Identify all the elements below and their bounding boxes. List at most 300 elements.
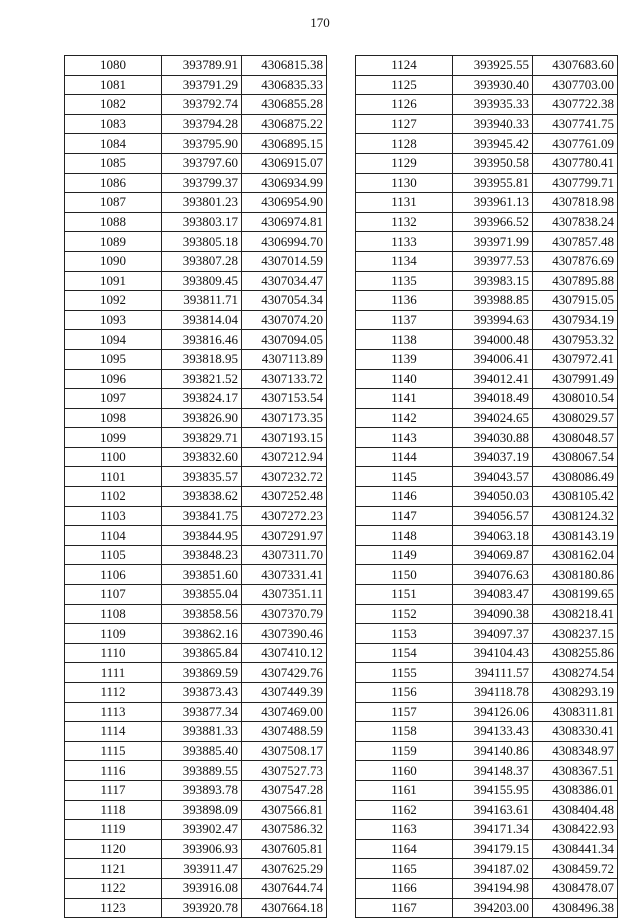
table-row xyxy=(356,95,618,115)
y-coordinate-cell: 4307252.48 xyxy=(242,487,327,507)
point-number-cell: 1167 xyxy=(356,898,453,918)
table-row xyxy=(356,349,618,369)
point-number-cell: 1161 xyxy=(356,780,453,800)
point-number-cell: 1132 xyxy=(356,212,453,232)
y-coordinate-cell: 4307212.94 xyxy=(242,447,327,467)
y-coordinate-cell: 4307934.19 xyxy=(533,310,618,330)
x-coordinate-cell: 394069.87 xyxy=(453,545,533,565)
table-row xyxy=(65,173,327,193)
y-coordinate-cell: 4307113.89 xyxy=(242,349,327,369)
table-row xyxy=(65,153,327,173)
y-coordinate-cell: 4307605.81 xyxy=(242,839,327,859)
table-row xyxy=(356,232,618,252)
x-coordinate-cell: 394097.37 xyxy=(453,624,533,644)
point-number-cell: 1117 xyxy=(65,780,162,800)
x-coordinate-cell: 394163.61 xyxy=(453,800,533,820)
table-row xyxy=(65,702,327,722)
table-row xyxy=(356,251,618,271)
x-coordinate-cell: 393826.90 xyxy=(162,408,242,428)
table-row xyxy=(65,585,327,605)
point-number-cell: 1147 xyxy=(356,506,453,526)
x-coordinate-cell: 393889.55 xyxy=(162,761,242,781)
y-coordinate-cell: 4307915.05 xyxy=(533,291,618,311)
x-coordinate-cell: 394090.38 xyxy=(453,604,533,624)
table-row xyxy=(65,232,327,252)
y-coordinate-cell: 4308386.01 xyxy=(533,780,618,800)
point-number-cell: 1143 xyxy=(356,428,453,448)
y-coordinate-cell: 4308143.19 xyxy=(533,526,618,546)
y-coordinate-cell: 4307351.11 xyxy=(242,585,327,605)
x-coordinate-cell: 393977.53 xyxy=(453,251,533,271)
table-row xyxy=(65,722,327,742)
point-number-cell: 1149 xyxy=(356,545,453,565)
table-row xyxy=(65,251,327,271)
point-number-cell: 1108 xyxy=(65,604,162,624)
x-coordinate-cell: 393961.13 xyxy=(453,193,533,213)
y-coordinate-cell: 4308048.57 xyxy=(533,428,618,448)
point-number-cell: 1152 xyxy=(356,604,453,624)
point-number-cell: 1105 xyxy=(65,545,162,565)
table-row xyxy=(65,506,327,526)
point-number-cell: 1136 xyxy=(356,291,453,311)
table-row xyxy=(65,780,327,800)
point-number-cell: 1125 xyxy=(356,75,453,95)
y-coordinate-cell: 4307232.72 xyxy=(242,467,327,487)
point-number-cell: 1110 xyxy=(65,643,162,663)
point-number-cell: 1166 xyxy=(356,878,453,898)
table-row xyxy=(356,878,618,898)
x-coordinate-cell: 393920.78 xyxy=(162,898,242,918)
x-coordinate-cell: 394133.43 xyxy=(453,722,533,742)
y-coordinate-cell: 4307547.28 xyxy=(242,780,327,800)
point-number-cell: 1135 xyxy=(356,271,453,291)
y-coordinate-cell: 4307857.48 xyxy=(533,232,618,252)
x-coordinate-cell: 394203.00 xyxy=(453,898,533,918)
table-row xyxy=(65,389,327,409)
table-row xyxy=(65,330,327,350)
y-coordinate-cell: 4307972.41 xyxy=(533,349,618,369)
point-number-cell: 1126 xyxy=(356,95,453,115)
table-row xyxy=(65,291,327,311)
table-row xyxy=(356,820,618,840)
y-coordinate-cell: 4307153.54 xyxy=(242,389,327,409)
table-row xyxy=(356,506,618,526)
y-coordinate-cell: 4306835.33 xyxy=(242,75,327,95)
x-coordinate-cell: 394043.57 xyxy=(453,467,533,487)
point-number-cell: 1104 xyxy=(65,526,162,546)
table-row xyxy=(356,683,618,703)
x-coordinate-cell: 394018.49 xyxy=(453,389,533,409)
y-coordinate-cell: 4307054.34 xyxy=(242,291,327,311)
y-coordinate-cell: 4307488.59 xyxy=(242,722,327,742)
table-row xyxy=(356,193,618,213)
table-row xyxy=(65,193,327,213)
point-number-cell: 1155 xyxy=(356,663,453,683)
point-number-cell: 1098 xyxy=(65,408,162,428)
y-coordinate-cell: 4306815.38 xyxy=(242,56,327,76)
point-number-cell: 1084 xyxy=(65,134,162,154)
point-number-cell: 1123 xyxy=(65,898,162,918)
point-number-cell: 1094 xyxy=(65,330,162,350)
y-coordinate-cell: 4308293.19 xyxy=(533,683,618,703)
x-coordinate-cell: 394056.57 xyxy=(453,506,533,526)
y-coordinate-cell: 4308237.15 xyxy=(533,624,618,644)
x-coordinate-cell: 393983.15 xyxy=(453,271,533,291)
y-coordinate-cell: 4307034.47 xyxy=(242,271,327,291)
point-number-cell: 1107 xyxy=(65,585,162,605)
x-coordinate-cell: 393881.33 xyxy=(162,722,242,742)
x-coordinate-cell: 393824.17 xyxy=(162,389,242,409)
x-coordinate-cell: 393835.57 xyxy=(162,467,242,487)
x-coordinate-cell: 394194.98 xyxy=(453,878,533,898)
x-coordinate-cell: 393873.43 xyxy=(162,683,242,703)
x-coordinate-cell: 394118.78 xyxy=(453,683,533,703)
y-coordinate-cell: 4307370.79 xyxy=(242,604,327,624)
x-coordinate-cell: 393789.91 xyxy=(162,56,242,76)
table-row xyxy=(356,114,618,134)
table-row xyxy=(356,408,618,428)
point-number-cell: 1093 xyxy=(65,310,162,330)
table-row xyxy=(356,585,618,605)
y-coordinate-cell: 4306994.70 xyxy=(242,232,327,252)
x-coordinate-cell: 394012.41 xyxy=(453,369,533,389)
x-coordinate-cell: 394179.15 xyxy=(453,839,533,859)
y-coordinate-cell: 4307953.32 xyxy=(533,330,618,350)
x-coordinate-cell: 394030.88 xyxy=(453,428,533,448)
y-coordinate-cell: 4307094.05 xyxy=(242,330,327,350)
y-coordinate-cell: 4307390.46 xyxy=(242,624,327,644)
y-coordinate-cell: 4307449.39 xyxy=(242,683,327,703)
y-coordinate-cell: 4307991.49 xyxy=(533,369,618,389)
table-row xyxy=(356,310,618,330)
y-coordinate-cell: 4308478.07 xyxy=(533,878,618,898)
y-coordinate-cell: 4307799.71 xyxy=(533,173,618,193)
x-coordinate-cell: 394024.65 xyxy=(453,408,533,428)
x-coordinate-cell: 393811.71 xyxy=(162,291,242,311)
x-coordinate-cell: 393935.33 xyxy=(453,95,533,115)
table-row xyxy=(356,761,618,781)
y-coordinate-cell: 4308124.32 xyxy=(533,506,618,526)
y-coordinate-cell: 4306934.99 xyxy=(242,173,327,193)
y-coordinate-cell: 4306875.22 xyxy=(242,114,327,134)
point-number-cell: 1142 xyxy=(356,408,453,428)
y-coordinate-cell: 4308010.54 xyxy=(533,389,618,409)
x-coordinate-cell: 394140.86 xyxy=(453,741,533,761)
y-coordinate-cell: 4307683.60 xyxy=(533,56,618,76)
x-coordinate-cell: 393829.71 xyxy=(162,428,242,448)
x-coordinate-cell: 393930.40 xyxy=(453,75,533,95)
table-row xyxy=(65,898,327,918)
point-number-cell: 1082 xyxy=(65,95,162,115)
y-coordinate-cell: 4307291.97 xyxy=(242,526,327,546)
point-number-cell: 1148 xyxy=(356,526,453,546)
y-coordinate-cell: 4307664.18 xyxy=(242,898,327,918)
x-coordinate-cell: 393799.37 xyxy=(162,173,242,193)
table-row xyxy=(356,604,618,624)
table-row xyxy=(356,624,618,644)
y-coordinate-cell: 4308367.51 xyxy=(533,761,618,781)
point-number-cell: 1089 xyxy=(65,232,162,252)
y-coordinate-cell: 4308348.97 xyxy=(533,741,618,761)
table-row xyxy=(65,134,327,154)
table-row xyxy=(356,526,618,546)
y-coordinate-cell: 4307469.00 xyxy=(242,702,327,722)
table-row xyxy=(65,545,327,565)
point-number-cell: 1109 xyxy=(65,624,162,644)
point-number-cell: 1119 xyxy=(65,820,162,840)
point-number-cell: 1133 xyxy=(356,232,453,252)
y-coordinate-cell: 4308441.34 xyxy=(533,839,618,859)
table-row xyxy=(356,722,618,742)
y-coordinate-cell: 4307895.88 xyxy=(533,271,618,291)
point-number-cell: 1090 xyxy=(65,251,162,271)
table-row xyxy=(65,624,327,644)
x-coordinate-cell: 393855.04 xyxy=(162,585,242,605)
x-coordinate-cell: 393816.46 xyxy=(162,330,242,350)
x-coordinate-cell: 394126.06 xyxy=(453,702,533,722)
y-coordinate-cell: 4307780.41 xyxy=(533,153,618,173)
table-row xyxy=(65,271,327,291)
table-row xyxy=(65,56,327,76)
point-number-cell: 1113 xyxy=(65,702,162,722)
table-row xyxy=(356,487,618,507)
x-coordinate-cell: 393902.47 xyxy=(162,820,242,840)
y-coordinate-cell: 4307508.17 xyxy=(242,741,327,761)
y-coordinate-cell: 4307625.29 xyxy=(242,859,327,879)
x-coordinate-cell: 393885.40 xyxy=(162,741,242,761)
point-number-cell: 1130 xyxy=(356,173,453,193)
y-coordinate-cell: 4308274.54 xyxy=(533,663,618,683)
point-number-cell: 1102 xyxy=(65,487,162,507)
y-coordinate-cell: 4306855.28 xyxy=(242,95,327,115)
point-number-cell: 1083 xyxy=(65,114,162,134)
table-row xyxy=(65,75,327,95)
y-coordinate-cell: 4307703.00 xyxy=(533,75,618,95)
x-coordinate-cell: 393862.16 xyxy=(162,624,242,644)
x-coordinate-cell: 394187.02 xyxy=(453,859,533,879)
x-coordinate-cell: 393832.60 xyxy=(162,447,242,467)
point-number-cell: 1138 xyxy=(356,330,453,350)
x-coordinate-cell: 393809.45 xyxy=(162,271,242,291)
table-row xyxy=(65,487,327,507)
point-number-cell: 1128 xyxy=(356,134,453,154)
point-number-cell: 1145 xyxy=(356,467,453,487)
point-number-cell: 1129 xyxy=(356,153,453,173)
table-row xyxy=(356,800,618,820)
page-number: 170 xyxy=(310,15,330,30)
point-number-cell: 1150 xyxy=(356,565,453,585)
point-number-cell: 1153 xyxy=(356,624,453,644)
point-number-cell: 1101 xyxy=(65,467,162,487)
table-row xyxy=(356,153,618,173)
x-coordinate-cell: 394171.34 xyxy=(453,820,533,840)
point-number-cell: 1122 xyxy=(65,878,162,898)
table-row xyxy=(65,859,327,879)
table-row xyxy=(65,369,327,389)
table-row xyxy=(65,683,327,703)
point-number-cell: 1165 xyxy=(356,859,453,879)
x-coordinate-cell: 393794.28 xyxy=(162,114,242,134)
point-number-cell: 1092 xyxy=(65,291,162,311)
point-number-cell: 1080 xyxy=(65,56,162,76)
table-row xyxy=(356,212,618,232)
y-coordinate-cell: 4308086.49 xyxy=(533,467,618,487)
point-number-cell: 1156 xyxy=(356,683,453,703)
y-coordinate-cell: 4307133.72 xyxy=(242,369,327,389)
table-row xyxy=(65,467,327,487)
table-row xyxy=(356,898,618,918)
x-coordinate-cell: 393797.60 xyxy=(162,153,242,173)
point-number-cell: 1116 xyxy=(65,761,162,781)
y-coordinate-cell: 4308496.38 xyxy=(533,898,618,918)
point-number-cell: 1096 xyxy=(65,369,162,389)
y-coordinate-cell: 4307644.74 xyxy=(242,878,327,898)
x-coordinate-cell: 393821.52 xyxy=(162,369,242,389)
table-row xyxy=(65,663,327,683)
point-number-cell: 1100 xyxy=(65,447,162,467)
point-number-cell: 1146 xyxy=(356,487,453,507)
x-coordinate-cell: 394006.41 xyxy=(453,349,533,369)
x-coordinate-cell: 393814.04 xyxy=(162,310,242,330)
x-coordinate-cell: 393844.95 xyxy=(162,526,242,546)
y-coordinate-cell: 4307074.20 xyxy=(242,310,327,330)
table-row xyxy=(356,330,618,350)
table-row xyxy=(65,741,327,761)
point-number-cell: 1163 xyxy=(356,820,453,840)
table-row xyxy=(356,467,618,487)
point-number-cell: 1103 xyxy=(65,506,162,526)
x-coordinate-cell: 394037.19 xyxy=(453,447,533,467)
x-coordinate-cell: 393966.52 xyxy=(453,212,533,232)
x-coordinate-cell: 393805.18 xyxy=(162,232,242,252)
point-number-cell: 1158 xyxy=(356,722,453,742)
y-coordinate-cell: 4307838.24 xyxy=(533,212,618,232)
table-row xyxy=(65,526,327,546)
x-coordinate-cell: 393807.28 xyxy=(162,251,242,271)
table-row xyxy=(356,780,618,800)
table-row xyxy=(65,761,327,781)
y-coordinate-cell: 4307311.70 xyxy=(242,545,327,565)
y-coordinate-cell: 4306974.81 xyxy=(242,212,327,232)
x-coordinate-cell: 393898.09 xyxy=(162,800,242,820)
x-coordinate-cell: 393851.60 xyxy=(162,565,242,585)
table-row xyxy=(65,643,327,663)
y-coordinate-cell: 4307272.23 xyxy=(242,506,327,526)
y-coordinate-cell: 4307586.32 xyxy=(242,820,327,840)
x-coordinate-cell: 393841.75 xyxy=(162,506,242,526)
table-row xyxy=(65,604,327,624)
x-coordinate-cell: 394155.95 xyxy=(453,780,533,800)
table-row xyxy=(356,428,618,448)
x-coordinate-cell: 393818.95 xyxy=(162,349,242,369)
table-row xyxy=(356,839,618,859)
point-number-cell: 1159 xyxy=(356,741,453,761)
table-row xyxy=(65,839,327,859)
y-coordinate-cell: 4306954.90 xyxy=(242,193,327,213)
table-row xyxy=(65,212,327,232)
point-number-cell: 1111 xyxy=(65,663,162,683)
y-coordinate-cell: 4307566.81 xyxy=(242,800,327,820)
point-number-cell: 1081 xyxy=(65,75,162,95)
y-coordinate-cell: 4307876.69 xyxy=(533,251,618,271)
y-coordinate-cell: 4308330.41 xyxy=(533,722,618,742)
y-coordinate-cell: 4307722.38 xyxy=(533,95,618,115)
x-coordinate-cell: 394148.37 xyxy=(453,761,533,781)
point-number-cell: 1162 xyxy=(356,800,453,820)
point-number-cell: 1099 xyxy=(65,428,162,448)
y-coordinate-cell: 4307818.98 xyxy=(533,193,618,213)
x-coordinate-cell: 393994.63 xyxy=(453,310,533,330)
point-number-cell: 1134 xyxy=(356,251,453,271)
point-number-cell: 1154 xyxy=(356,643,453,663)
point-number-cell: 1157 xyxy=(356,702,453,722)
point-number-cell: 1164 xyxy=(356,839,453,859)
point-number-cell: 1115 xyxy=(65,741,162,761)
y-coordinate-cell: 4308218.41 xyxy=(533,604,618,624)
x-coordinate-cell: 394076.63 xyxy=(453,565,533,585)
x-coordinate-cell: 393801.23 xyxy=(162,193,242,213)
table-row xyxy=(65,820,327,840)
y-coordinate-cell: 4308404.48 xyxy=(533,800,618,820)
x-coordinate-cell: 393838.62 xyxy=(162,487,242,507)
x-coordinate-cell: 393906.93 xyxy=(162,839,242,859)
table-row xyxy=(65,408,327,428)
y-coordinate-cell: 4308459.72 xyxy=(533,859,618,879)
y-coordinate-cell: 4308162.04 xyxy=(533,545,618,565)
table-row xyxy=(356,643,618,663)
x-coordinate-cell: 394000.48 xyxy=(453,330,533,350)
y-coordinate-cell: 4308311.81 xyxy=(533,702,618,722)
point-number-cell: 1091 xyxy=(65,271,162,291)
point-number-cell: 1160 xyxy=(356,761,453,781)
x-coordinate-cell: 394063.18 xyxy=(453,526,533,546)
x-coordinate-cell: 393877.34 xyxy=(162,702,242,722)
x-coordinate-cell: 393955.81 xyxy=(453,173,533,193)
point-number-cell: 1127 xyxy=(356,114,453,134)
point-number-cell: 1118 xyxy=(65,800,162,820)
point-number-cell: 1139 xyxy=(356,349,453,369)
x-coordinate-cell: 393803.17 xyxy=(162,212,242,232)
table-row xyxy=(356,173,618,193)
table-row xyxy=(356,75,618,95)
x-coordinate-cell: 393893.78 xyxy=(162,780,242,800)
x-coordinate-cell: 393940.33 xyxy=(453,114,533,134)
y-coordinate-cell: 4307193.15 xyxy=(242,428,327,448)
table-row xyxy=(356,447,618,467)
coordinates-table-left xyxy=(64,55,327,918)
y-coordinate-cell: 4308199.65 xyxy=(533,585,618,605)
point-number-cell: 1086 xyxy=(65,173,162,193)
table-row xyxy=(356,663,618,683)
y-coordinate-cell: 4308105.42 xyxy=(533,487,618,507)
y-coordinate-cell: 4307761.09 xyxy=(533,134,618,154)
table-row xyxy=(356,271,618,291)
point-number-cell: 1120 xyxy=(65,839,162,859)
table-row xyxy=(65,878,327,898)
table-row xyxy=(356,56,618,76)
y-coordinate-cell: 4307429.76 xyxy=(242,663,327,683)
table-row xyxy=(65,95,327,115)
x-coordinate-cell: 393858.56 xyxy=(162,604,242,624)
table-row xyxy=(356,702,618,722)
y-coordinate-cell: 4308422.93 xyxy=(533,820,618,840)
coordinates-table-right xyxy=(355,55,618,918)
table-row xyxy=(356,565,618,585)
table-row xyxy=(65,800,327,820)
x-coordinate-cell: 394111.57 xyxy=(453,663,533,683)
x-coordinate-cell: 393865.84 xyxy=(162,643,242,663)
y-coordinate-cell: 4306915.07 xyxy=(242,153,327,173)
